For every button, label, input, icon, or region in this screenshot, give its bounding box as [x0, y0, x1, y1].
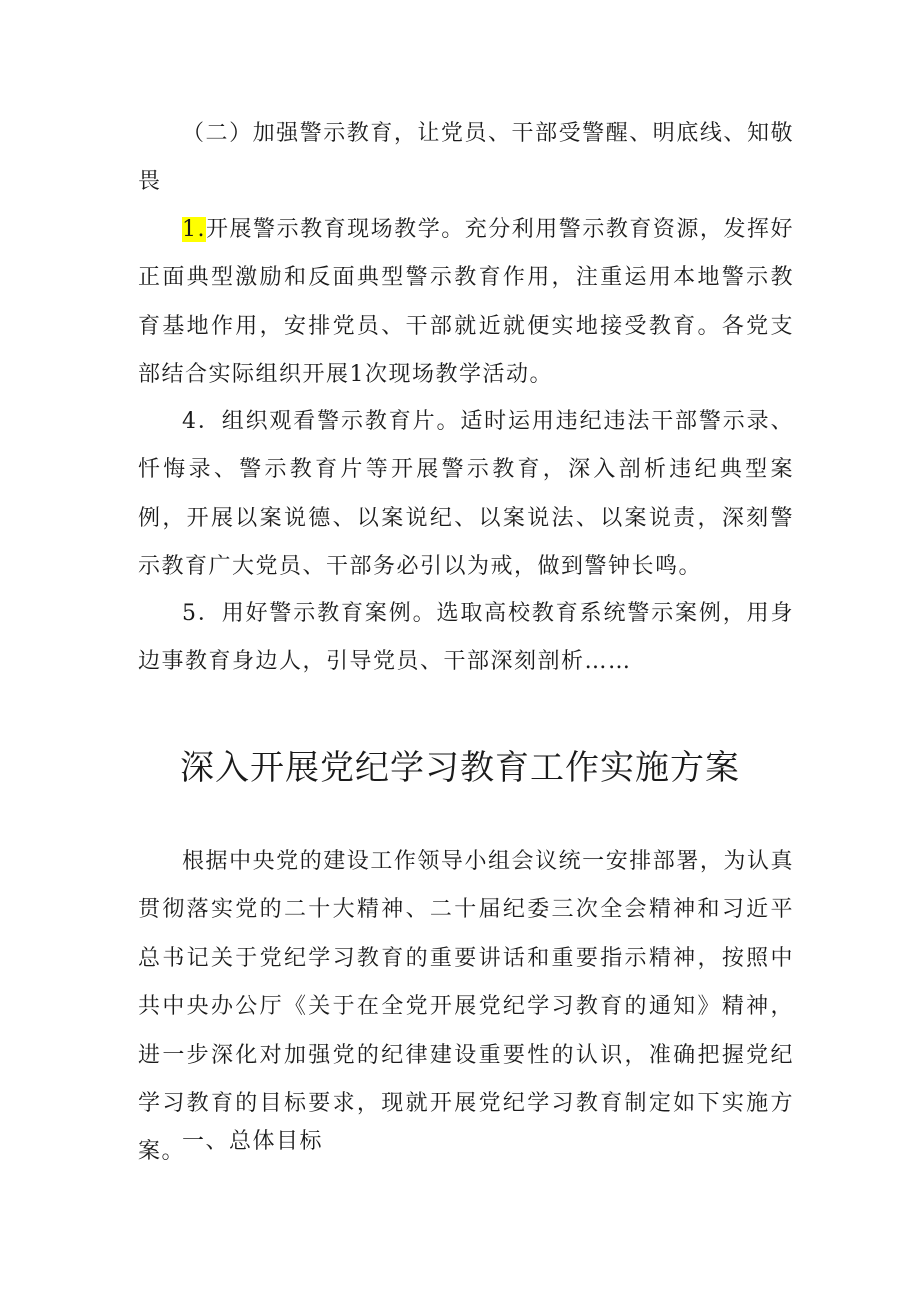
- list-item-4: 4．组织观看警示教育片。适时运用违纪违法干部警示录、忏悔录、警示教育片等开展警示教育，深入剖析违纪典型案例，开展以案说德、以案说纪、以案说法、以案说责，深刻警示教育广大党员、干部务必引以为戒，做到警钟长鸣。: [138, 409, 794, 580]
- highlighted-number: 1.: [182, 217, 206, 242]
- list-item-5: 5．用好警示教育案例。选取高校教育系统警示案例，用身边事教育身边人，引导党员、干部深刻剖析……: [138, 601, 794, 675]
- intro-paragraph: 根据中央党的建设工作领导小组会议统一安排部署，为认真贯彻落实党的二十大精神、二十届纪委三次全会精神和习近平总书记关于党纪学习教育的重要讲话和重要指示精神，按照中共中央办公厅《关于在全党开展党纪学习教育的通知》精神，进一步深化对加强党的纪律建设重要性的认识，准确把握党纪学习教育的目标要求，现就开展党纪学习教育制定如下实施方案。: [138, 849, 794, 1165]
- document-title: 深入开展党纪学习教育工作实施方案: [180, 748, 740, 788]
- section-heading: （二）加强警示教育，让党员、干部受警醒、明底线、知敬畏: [138, 121, 794, 195]
- list-item-1-text: 开展警示教育现场教学。充分利用警示教育资源，发挥好正面典型激励和反面典型警示教育作用，注重运用本地警示教育基地作用，安排党员、干部就近就便实地接受教育。各党支部结合实际组织开展1次现场教学活动。: [138, 217, 794, 388]
- list-item-1: [138, 206, 794, 400]
- part-1-heading: 一、总体目标: [182, 1129, 324, 1154]
